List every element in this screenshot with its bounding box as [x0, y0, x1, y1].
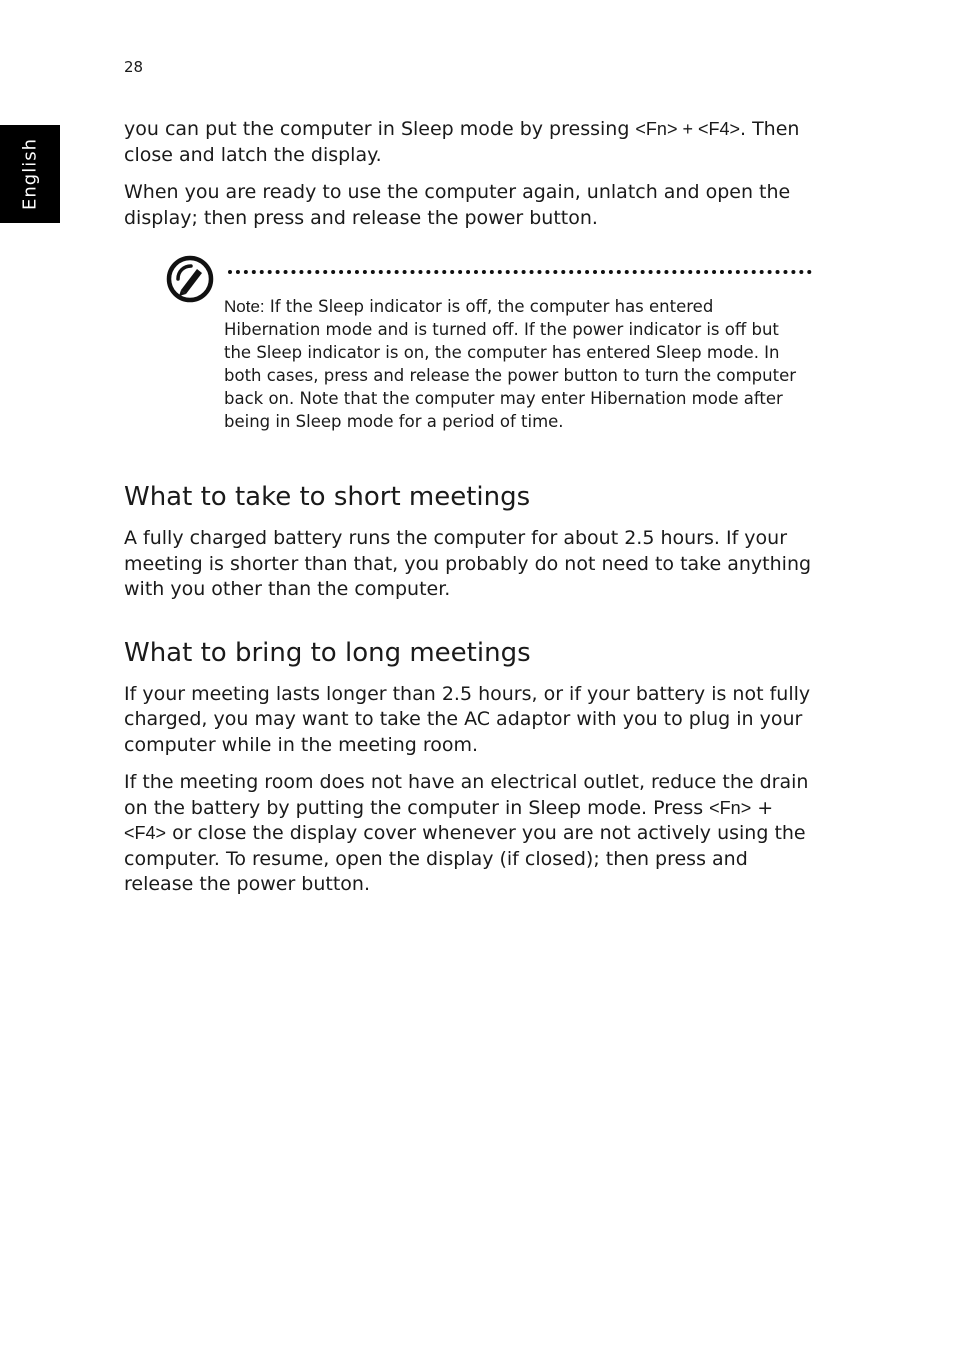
- short-meetings-paragraph: A fully charged battery runs the computer for about 2.5 hours. If your meeting is shorter than that, you probably do not need to take anything with you other than the computer.: [124, 527, 812, 600]
- long-meetings-paragraph-1: If your meeting lasts longer than 2.5 hours, or if your battery is not fully charged, you may want to take the AC adaptor with you to plug in your computer while in the meeting room.: [124, 682, 811, 756]
- heading-short-meetings: What to take to short meetings: [124, 482, 531, 512]
- note-text: [224, 295, 804, 433]
- long-meetings-text-end: or close the display cover whenever you are not actively using the computer. To resume, open the display (if closed); then press and release the power button.: [124, 822, 806, 895]
- note-pencil-icon: [166, 255, 214, 303]
- note-dotted-divider: [228, 270, 812, 274]
- page-content: [124, 117, 814, 910]
- page-number: 28: [124, 58, 144, 76]
- plus-sign: +: [751, 796, 774, 819]
- f4-key: <F4>: [124, 823, 167, 843]
- note-label: Note:: [224, 297, 265, 316]
- intro-text-end: . Then close and latch the display.: [124, 118, 800, 166]
- sleep-key-combo: <Fn> + <F4>: [635, 119, 740, 139]
- note-body: If the Sleep indicator is off, the computer has entered Hibernation mode and is turned off. If the power indicator is off but the Sleep indicator is on, the computer has entered Sleep mode. In both cases, press and release the power button to turn the computer back on. Note that the computer may enter Hibernation mode after being in Sleep mode for a period of time.: [224, 297, 797, 431]
- intro-text: you can put the computer in Sleep mode by pressing: [124, 118, 636, 140]
- intro-paragraph-1: [124, 117, 814, 168]
- language-tab: [0, 125, 60, 223]
- long-meetings-paragraph-2: [124, 770, 814, 898]
- heading-long-meetings: What to bring to long meetings: [124, 637, 531, 668]
- intro-paragraph-2: When you are ready to use the computer again, unlatch and open the display; then press and release the power button.: [124, 181, 791, 229]
- language-tab-label: English: [19, 138, 41, 210]
- fn-key: <Fn>: [709, 797, 752, 818]
- long-meetings-text: If the meeting room does not have an electrical outlet, reduce the drain on the battery by putting the computer in Sleep mode. Press: [124, 771, 809, 819]
- note-box: [124, 255, 814, 447]
